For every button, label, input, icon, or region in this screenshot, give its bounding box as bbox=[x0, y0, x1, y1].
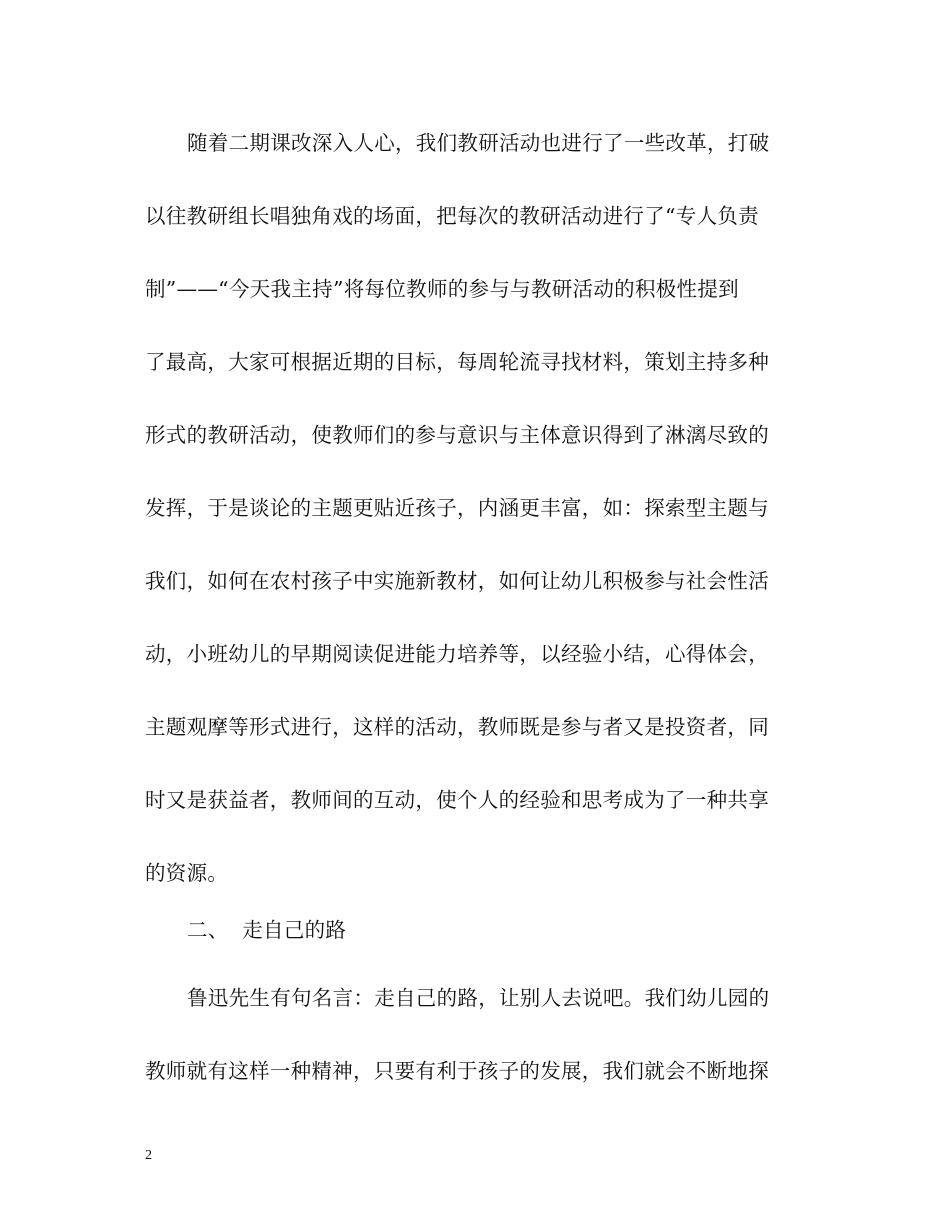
paragraph-2-line-1: 鲁迅先生有句名言：走自己的路，让别人去说吧。我们幼儿园的 bbox=[187, 986, 770, 1010]
paragraph-1-line-2: 以往教研组长唱独角戏的场面，把每次的教研活动进行了“专人负责 bbox=[145, 204, 759, 228]
paragraph-1-line-7: 我们，如何在农村孩子中实施新教材，如何让幼儿积极参与社会性活 bbox=[145, 569, 769, 593]
paragraph-1-line-11: 的资源。 bbox=[145, 861, 229, 885]
paragraph-1-line-6: 发挥，于是谈论的主题更贴近孩子，内涵更丰富，如：探索型主题与 bbox=[145, 496, 769, 520]
paragraph-1-line-5: 形式的教研活动，使教师们的参与意识与主体意识得到了淋漓尽致的 bbox=[145, 423, 769, 447]
paragraph-1-line-1: 随着二期课改深入人心，我们教研活动也进行了一些改革，打破 bbox=[187, 131, 770, 155]
paragraph-1-line-9: 主题观摩等形式进行，这样的活动，教师既是参与者又是投资者，同 bbox=[145, 715, 769, 739]
paragraph-1-line-8: 动，小班幼儿的早期阅读促进能力培养等，以经验小结，心得体会， bbox=[145, 642, 769, 666]
paragraph-1-line-4: 了最高，大家可根据近期的目标，每周轮流寻找材料，策划主持多种 bbox=[145, 350, 769, 374]
paragraph-1-line-3: 制”——“今天我主持”将每位教师的参与与教研活动的积极性提到 bbox=[145, 277, 739, 301]
section-heading: 二、 走自己的路 bbox=[187, 918, 347, 942]
paragraph-2-line-2: 教师就有这样一种精神，只要有利于孩子的发展，我们就会不断地探 bbox=[145, 1059, 769, 1083]
page-number: 2 bbox=[145, 1148, 152, 1163]
paragraph-1-line-10: 时又是获益者，教师间的互动，使个人的经验和思考成为了一种共享 bbox=[145, 788, 769, 812]
